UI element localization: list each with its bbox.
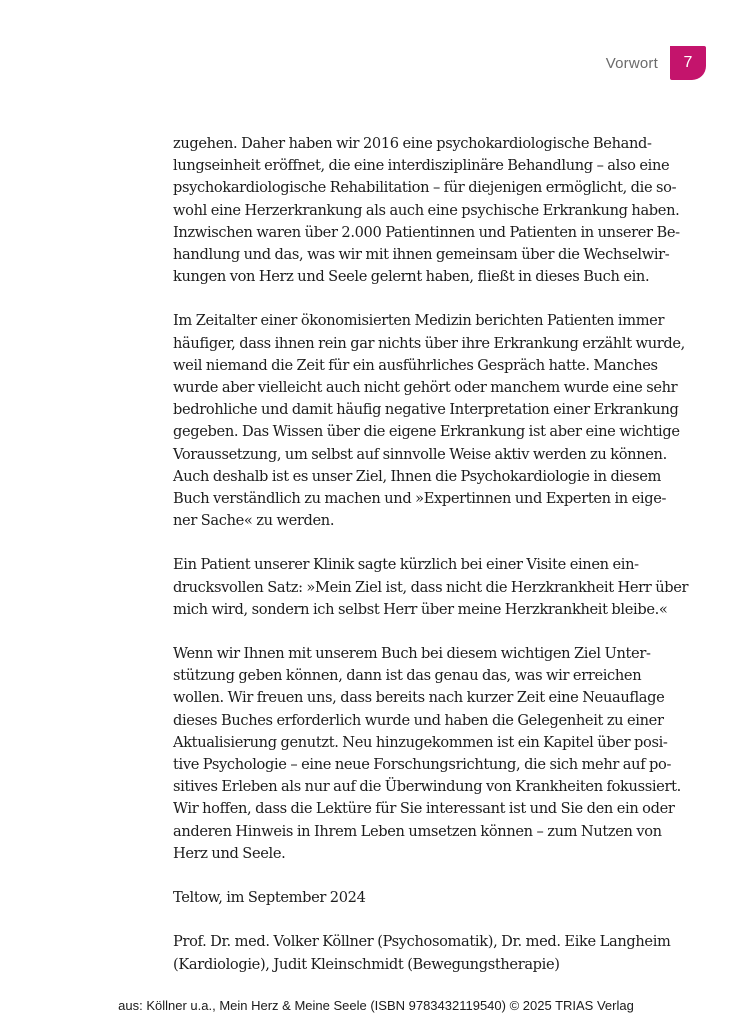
text-line: Buch verständlich zu machen und »Expertinnen und Experten in eige- <box>173 490 667 508</box>
text-line: wollen. Wir freuen uns, dass bereits nach kurzer Zeit eine Neuauflage <box>173 689 665 707</box>
page-number-badge: 7 <box>670 46 706 80</box>
section-title: Vorwort <box>605 54 658 72</box>
text-line: zugehen. Daher haben wir 2016 eine psychokardiologische Behand- <box>173 135 652 152</box>
text-line: gegeben. Das Wissen über die eigene Erkrankung ist aber eine wichtige <box>173 423 680 441</box>
text-line: stützung geben können, dann ist das genau das, was wir erreichen <box>173 667 642 685</box>
text-line: Teltow, im September 2024 <box>173 889 366 907</box>
text-line: handlung und das, was wir mit ihnen gemeinsam über die Wechselwir- <box>173 246 670 264</box>
text-line: psychokardiologische Rehabilitation – für diejenigen ermöglicht, die so- <box>173 179 677 197</box>
text-line: Aktualisierung genutzt. Neu hinzugekommen ist ein Kapitel über posi- <box>173 733 668 751</box>
text-line: Auch deshalb ist es unser Ziel, Ihnen die Psychokardiologie in diesem <box>173 467 661 485</box>
place-date <box>173 887 713 909</box>
text-line: anderen Hinweis in Ihrem Leben umsetzen können – zum Nutzen von <box>173 822 662 840</box>
text-line: drucksvollen Satz: »Mein Ziel ist, dass nicht die Herzkrankheit Herr über <box>173 578 689 596</box>
paragraph-new-edition <box>173 643 713 865</box>
text-line: Inzwischen waren über 2.000 Patientinnen und Patienten in unserer Be- <box>173 223 680 241</box>
citation-footer: aus: Köllner u.a., Mein Herz & Meine Seele (ISBN 9783432119540) © 2025 TRIAS Verlag <box>118 998 634 1013</box>
text-line: (Kardiologie), Judit Kleinschmidt (Bewegungstherapie) <box>173 955 560 973</box>
text-line: lungseinheit eröffnet, die eine interdisziplinäre Behandlung – also eine <box>173 157 670 175</box>
text-line: bedrohliche und damit häufig negative Interpretation einer Erkrankung <box>173 401 679 419</box>
text-line: Ein Patient unserer Klinik sagte kürzlich bei einer Visite einen ein- <box>173 556 639 574</box>
text-line: wurde aber vielleicht auch nicht gehört oder manchem wurde eine sehr <box>173 379 678 397</box>
text-line: dieses Buches erforderlich wurde und haben die Gelegenheit zu einer <box>173 711 664 729</box>
text-line: sitives Erleben als nur auf die Überwindung von Krankheiten fokussiert. <box>173 778 681 796</box>
text-line: häufiger, dass ihnen rein gar nichts über ihre Erkrankung erzählt wurde, <box>173 334 685 352</box>
text-line: Wir hoffen, dass die Lektüre für Sie interessant ist und Sie den ein oder <box>173 800 675 818</box>
text-line: tive Psychologie – eine neue Forschungsrichtung, die sich mehr auf po- <box>173 756 672 774</box>
paragraph-patient-quote <box>173 554 713 621</box>
text-line: wohl eine Herzerkrankung als auch eine psychische Erkrankung haben. <box>173 201 680 219</box>
text-line: Prof. Dr. med. Volker Köllner (Psychosomatik), Dr. med. Eike Langheim <box>173 933 671 951</box>
text-line: Wenn wir Ihnen mit unserem Buch bei diesem wichtigen Ziel Unter- <box>173 645 651 663</box>
text-line: Im Zeitalter einer ökonomisierten Medizin berichten Patienten immer <box>173 312 665 330</box>
text-line: ner Sache« zu werden. <box>173 512 335 530</box>
paragraph-treatment-unit <box>173 133 713 288</box>
page-header <box>606 46 706 80</box>
authors-signature <box>173 931 713 975</box>
text-line: Herz und Seele. <box>173 844 286 862</box>
body-text <box>173 133 713 998</box>
text-line: kungen von Herz und Seele gelernt haben, fließt in dieses Buch ein. <box>173 268 650 286</box>
text-line: mich wird, sondern ich selbst Herr über meine Herzkrankheit bleibe.« <box>173 600 668 618</box>
text-line: Voraussetzung, um selbst auf sinnvolle Weise aktiv werden zu können. <box>173 445 667 463</box>
paragraph-economized-medicine <box>173 310 713 532</box>
text-line: weil niemand die Zeit für ein ausführliches Gespräch hatte. Manches <box>173 356 658 374</box>
